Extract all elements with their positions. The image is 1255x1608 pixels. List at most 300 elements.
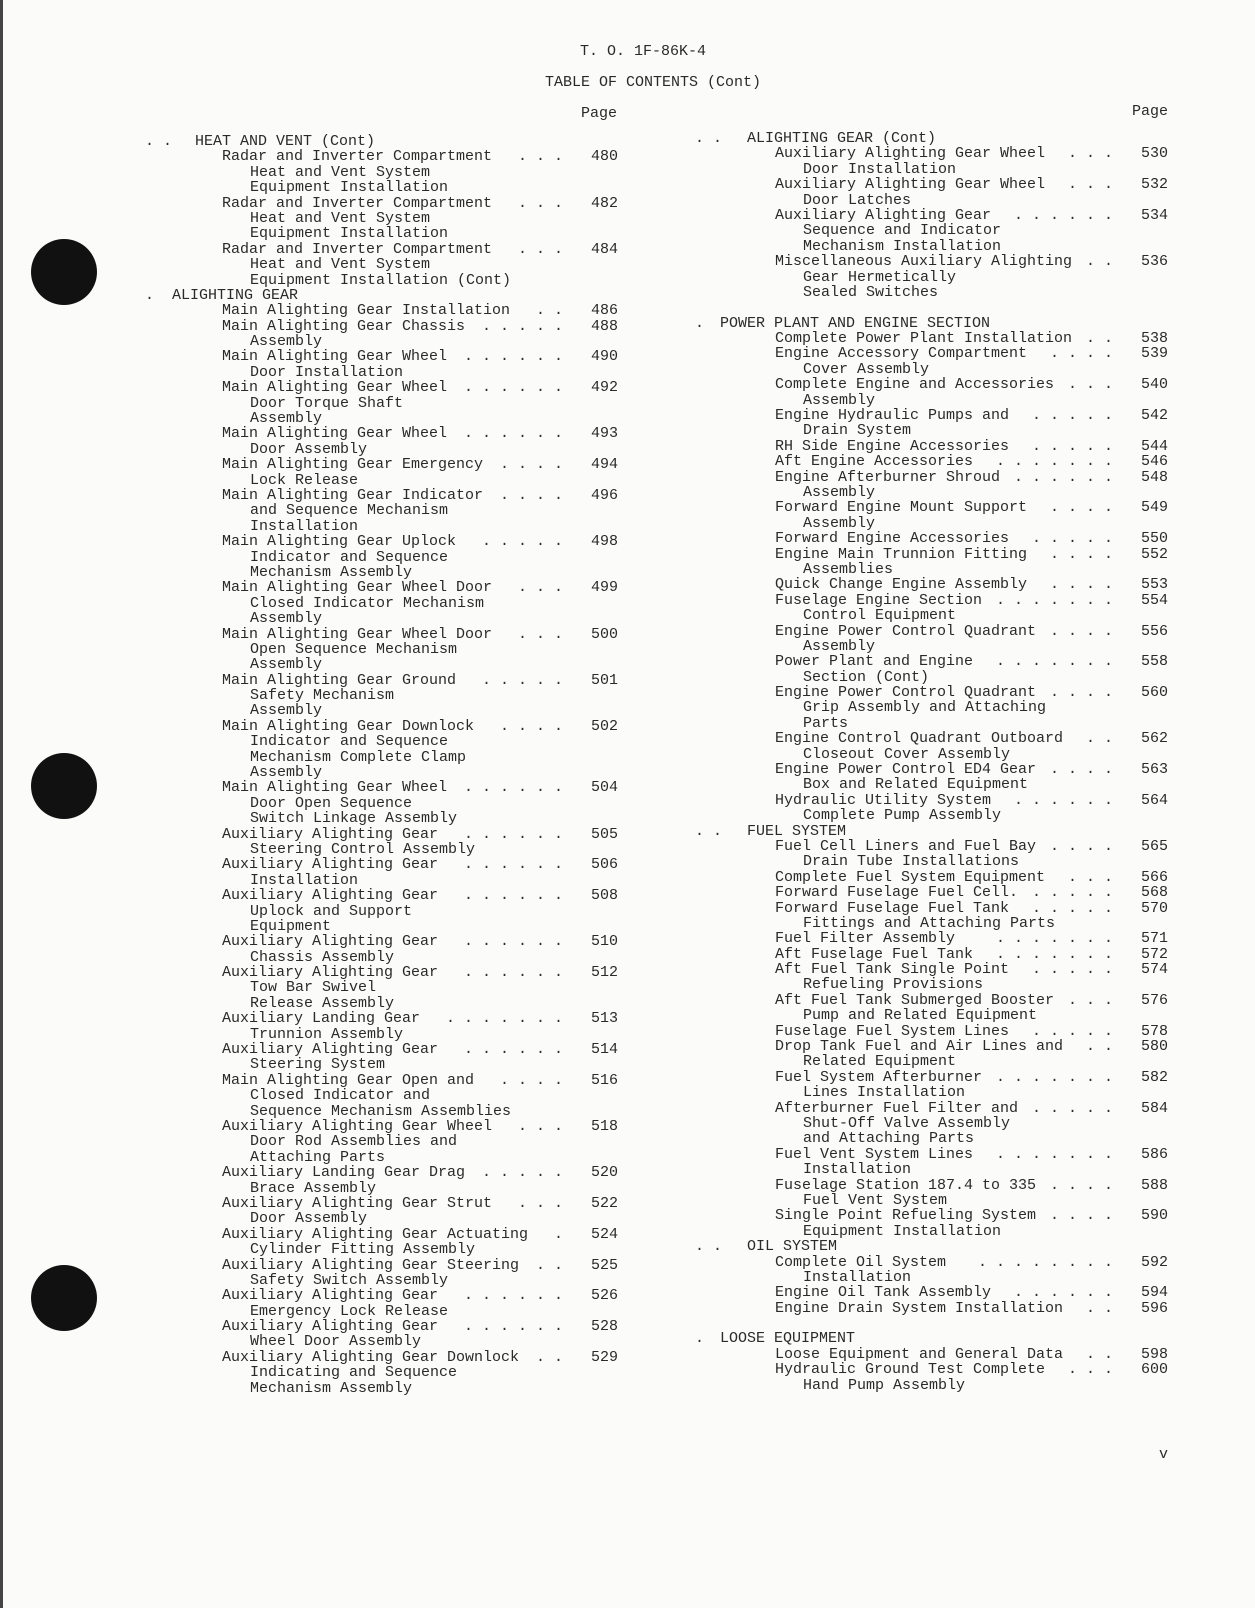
entry-page-number: 484	[590, 240, 618, 258]
entry-title-text: Installation	[803, 1161, 912, 1179]
toc-entry-line	[145, 1181, 618, 1196]
entry-title-text: Engine Power Control Quadrant	[775, 622, 1037, 640]
entry-title-text: Sequence Mechanism Assemblies	[250, 1102, 512, 1120]
toc-entry	[145, 857, 618, 888]
leader-dots: . . .	[517, 194, 563, 212]
entry-page-number: 560	[1140, 684, 1168, 702]
leader-dots: . . .	[1067, 868, 1113, 886]
toc-entry-line	[695, 1255, 1168, 1270]
entry-title-text: and Attaching Parts	[803, 1130, 975, 1148]
toc-entry-line	[145, 211, 618, 226]
leader-dots: . . . .	[1049, 576, 1113, 594]
toc-entry	[145, 1011, 618, 1042]
toc-entry-line	[145, 950, 618, 965]
toc-entry	[695, 439, 1168, 454]
toc-entry	[145, 580, 618, 626]
entry-title-text: Tow Bar Swivel	[250, 979, 377, 997]
leader-dots: . . . . . .	[1013, 1284, 1113, 1302]
toc-entry-line	[695, 1131, 1168, 1146]
entry-title-text: Indicator and Sequence	[250, 733, 449, 751]
leader-dots: . . . .	[499, 486, 563, 504]
leader-dots: . . .	[517, 625, 563, 643]
toc-entry-line	[145, 257, 618, 272]
toc-entry-line	[695, 1285, 1168, 1300]
toc-entry	[145, 426, 618, 457]
entry-title-text: Drain Tube Installations	[803, 853, 1020, 871]
leader-dots: . . . . . . . .	[977, 1253, 1113, 1271]
leader-dots: . . . . . .	[463, 348, 563, 366]
entry-title-text: Auxiliary Alighting Gear	[775, 206, 992, 224]
entry-title-text: Complete Pump Assembly	[803, 807, 1002, 825]
entry-page-number: 501	[590, 671, 618, 689]
entry-page-number: 512	[590, 964, 618, 982]
leader-dots: . . .	[1067, 176, 1113, 194]
toc-entry	[145, 1073, 618, 1119]
toc-entry-line	[145, 1088, 618, 1103]
toc-entry	[695, 547, 1168, 578]
toc-entry-line	[145, 1288, 618, 1303]
entry-title-text: Auxiliary Alighting Gear Wheel	[775, 176, 1046, 194]
toc-entry-line	[145, 519, 618, 534]
section-heading	[695, 1239, 1168, 1254]
toc-entry-line	[145, 1057, 618, 1072]
leader-dots: . . . . . .	[463, 379, 563, 397]
toc-entry-line	[145, 1027, 618, 1042]
toc-entry-line	[145, 1104, 618, 1119]
leader-dots: . . . . .	[481, 671, 563, 689]
section-heading	[695, 316, 1168, 331]
toc-entry	[145, 303, 618, 318]
toc-entry	[695, 885, 1168, 900]
entry-title-text: Refueling Provisions	[803, 976, 984, 994]
toc-entry-line	[145, 904, 618, 919]
entry-page-number: 496	[590, 486, 618, 504]
entry-title-text: Engine Hydraulic Pumps and	[775, 407, 1010, 425]
entry-title-text: Fuselage Engine Section	[775, 591, 983, 609]
entry-page-number: 526	[590, 1287, 618, 1305]
entry-title-text: Assembly	[250, 764, 323, 782]
entry-page-number: 571	[1140, 930, 1168, 948]
entry-title-text: Auxiliary Alighting Gear Wheel	[775, 145, 1046, 163]
toc-entry	[145, 827, 618, 858]
toc-entry	[695, 624, 1168, 655]
entry-title-text: Auxiliary Alighting Gear	[222, 887, 439, 905]
entry-title-text: Miscellaneous Auxiliary Alighting	[775, 253, 1073, 271]
entry-title-text: Auxiliary Alighting Gear Downlock	[222, 1348, 520, 1366]
entry-title-text: Brace Assembly	[250, 1179, 377, 1197]
entry-title-text: Main Alighting Gear Wheel	[222, 379, 448, 397]
entry-title-text: Engine Oil Tank Assembly	[775, 1284, 992, 1302]
entry-title-text: Indicator and Sequence	[250, 548, 449, 566]
entry-title-text: Loose Equipment and General Data	[775, 1345, 1064, 1363]
entry-title-text: Radar and Inverter Compartment	[222, 240, 493, 258]
entry-title-text: Assembly	[250, 702, 323, 720]
entry-title-text: Engine Power Control ED4 Gear	[775, 761, 1037, 779]
entry-page-number: 538	[1140, 330, 1168, 348]
toc-entry-line	[695, 346, 1168, 361]
entry-title-text: Door Open Sequence	[250, 794, 413, 812]
toc-entry-line	[145, 165, 618, 180]
leader-dots: . . . .	[1049, 684, 1113, 702]
toc-entry-line	[145, 1258, 618, 1273]
toc-entry-line	[695, 654, 1168, 669]
toc-entry	[145, 1258, 618, 1289]
toc-entry-line	[145, 703, 618, 718]
entry-page-number: 490	[590, 348, 618, 366]
toc-entry-line	[695, 177, 1168, 192]
entry-title-text: Drop Tank Fuel and Air Lines and	[775, 1038, 1064, 1056]
entry-page-number: 539	[1140, 345, 1168, 363]
leader-dots: . . . . .	[481, 317, 563, 335]
toc-entry-line	[695, 531, 1168, 546]
leader-dots: . . . .	[499, 456, 563, 474]
toc-entry-line	[695, 239, 1168, 254]
entry-title-text: Mechanism Complete Clamp	[250, 748, 467, 766]
entry-title-text: Engine Afterburner Shroud	[775, 468, 1001, 486]
toc-entry-line	[145, 319, 618, 334]
entry-page-number: 558	[1140, 653, 1168, 671]
heading-leader-dots: . .	[695, 822, 723, 840]
entry-title-text: Hydraulic Utility System	[775, 791, 992, 809]
entry-page-number: 588	[1140, 1176, 1168, 1194]
toc-entry	[695, 793, 1168, 824]
entry-title-text: Cover Assembly	[803, 360, 930, 378]
leader-dots: . . . . . .	[463, 1318, 563, 1336]
entry-title-text: Auxiliary Alighting Gear Actuating	[222, 1225, 529, 1243]
leader-dots: . . . . . .	[463, 964, 563, 982]
entry-page-number: 553	[1140, 576, 1168, 594]
entry-title-text: Assembly	[803, 391, 876, 409]
leader-dots: . . . . . . .	[445, 1010, 563, 1028]
toc-entry-line	[695, 700, 1168, 715]
leader-dots: . .	[1085, 730, 1113, 748]
entry-title-text: Mechanism Assembly	[250, 563, 413, 581]
entry-page-number: 502	[590, 717, 618, 735]
entry-title-text: Aft Engine Accessories	[775, 453, 974, 471]
toc-entry	[695, 177, 1168, 208]
entry-page-number: 562	[1140, 730, 1168, 748]
toc-entry-line	[695, 516, 1168, 531]
leader-dots: . . .	[517, 1118, 563, 1135]
toc-entry-line	[145, 965, 618, 980]
toc-entry-line	[145, 673, 618, 688]
leader-dots: . . . . . .	[1013, 468, 1113, 486]
leader-dots: . . . . .	[1031, 961, 1113, 979]
toc-entry-line	[695, 962, 1168, 977]
toc-entry-line	[145, 611, 618, 626]
entry-title-text: Control Equipment	[803, 607, 957, 625]
toc-entry-line	[145, 180, 618, 195]
entry-title-text: Steering System	[250, 1056, 386, 1074]
entry-title-text: Emergency Lock Release	[250, 1302, 449, 1320]
entry-title-text: Fuel Vent System Lines	[775, 1145, 974, 1163]
toc-entry-line	[145, 273, 618, 288]
leader-dots: . . . . . .	[463, 779, 563, 797]
entry-page-number: 505	[590, 825, 618, 843]
toc-entry-line	[145, 596, 618, 611]
toc-entry-line	[145, 842, 618, 857]
toc-entry-line	[145, 473, 618, 488]
toc-entry	[695, 1070, 1168, 1101]
toc-entry-line	[145, 1227, 618, 1242]
toc-entry-line	[145, 1196, 618, 1211]
entry-title-text: Fuel Vent System	[803, 1191, 948, 1209]
leader-dots: . . . . . . .	[995, 653, 1113, 671]
toc-entry-line	[695, 762, 1168, 777]
entry-page-number: 504	[590, 779, 618, 797]
toc-entry-line	[695, 1178, 1168, 1193]
toc-entry-line	[145, 1350, 618, 1365]
toc-right-column	[695, 131, 1168, 1393]
entry-title-text: Heat and Vent System	[250, 163, 431, 181]
toc-entry-line	[695, 1116, 1168, 1131]
toc-entry-line	[145, 1073, 618, 1088]
toc-entry-line	[695, 1054, 1168, 1069]
toc-entry-line	[695, 285, 1168, 300]
toc-entry-line	[695, 1070, 1168, 1085]
entry-title-text: Assembly	[250, 610, 323, 628]
toc-entry	[695, 1255, 1168, 1286]
entry-page-number: 522	[590, 1194, 618, 1212]
entry-title-text: Auxiliary Alighting Gear	[222, 825, 439, 843]
toc-entry-line	[695, 500, 1168, 515]
leader-dots: . . .	[517, 579, 563, 597]
entry-page-number: 500	[590, 625, 618, 643]
toc-entry-line	[145, 1042, 618, 1057]
toc-entry-line	[695, 777, 1168, 792]
entry-page-number: 518	[590, 1118, 618, 1135]
toc-entry-line	[695, 608, 1168, 623]
entry-title-text: Equipment Installation	[250, 225, 449, 243]
toc-entry-line	[145, 657, 618, 672]
entry-page-number: 568	[1140, 884, 1168, 902]
section-heading-text: HEAT AND VENT (Cont)	[195, 133, 376, 150]
toc-entry	[695, 1039, 1168, 1070]
entry-title-text: Engine Power Control Quadrant	[775, 684, 1037, 702]
entry-title-text: and Sequence Mechanism	[250, 502, 449, 520]
entry-title-text: Engine Drain System Installation	[775, 1299, 1064, 1317]
toc-entry-line	[145, 334, 618, 349]
toc-entry	[695, 500, 1168, 531]
entry-page-number: 600	[1140, 1361, 1168, 1379]
toc-entry	[695, 1178, 1168, 1209]
entry-title-text: Section (Cont)	[803, 668, 930, 686]
leader-dots: . . . . . .	[463, 933, 563, 951]
leader-dots: . . . . . .	[463, 825, 563, 843]
entry-title-text: Complete Power Plant Installation	[775, 330, 1073, 348]
toc-entry-line	[145, 550, 618, 565]
toc-entry-line	[695, 947, 1168, 962]
toc-entry	[145, 242, 618, 288]
toc-entry	[145, 934, 618, 965]
toc-entry	[145, 349, 618, 380]
entry-title-text: Auxiliary Alighting Gear	[222, 856, 439, 874]
entry-title-text: Auxiliary Landing Gear	[222, 1010, 421, 1028]
toc-entry-line	[145, 996, 618, 1011]
entry-title-text: Assembly	[803, 483, 876, 501]
toc-entry	[695, 346, 1168, 377]
entry-title-text: Equipment Installation (Cont)	[250, 271, 512, 289]
entry-title-text: Switch Linkage Assembly	[250, 810, 458, 828]
entry-page-number: 482	[590, 194, 618, 212]
leader-dots: . .	[535, 302, 563, 320]
toc-entry-line	[695, 270, 1168, 285]
toc-entry-line	[145, 1011, 618, 1026]
toc-entry-line	[695, 146, 1168, 161]
entry-title-text: Equipment Installation	[250, 179, 449, 197]
entry-title-text: Grip Assembly and Attaching	[803, 699, 1047, 717]
entry-title-text: Equipment Installation	[803, 1222, 1002, 1240]
section-heading	[695, 131, 1168, 146]
toc-entry-line	[145, 811, 618, 826]
entry-title-text: Auxiliary Alighting Gear	[222, 964, 439, 982]
entry-page-number: 493	[590, 425, 618, 443]
toc-entry-line	[145, 396, 618, 411]
entry-page-number: 542	[1140, 407, 1168, 425]
toc-entry	[695, 1301, 1168, 1316]
toc-entry	[145, 888, 618, 934]
entry-title-text: Forward Engine Accessories	[775, 530, 1010, 548]
toc-entry	[695, 331, 1168, 346]
section-heading	[695, 824, 1168, 839]
entry-title-text: Door Rod Assemblies and	[250, 1133, 458, 1151]
entry-title-text: Afterburner Fuel Filter and	[775, 1099, 1019, 1117]
toc-entry-line	[145, 919, 618, 934]
leader-dots: . . . .	[1049, 622, 1113, 640]
toc-entry	[145, 719, 618, 781]
leader-dots: .	[553, 1225, 563, 1243]
toc-entry-line	[695, 1008, 1168, 1023]
entry-title-text: Engine Control Quadrant Outboard	[775, 730, 1064, 748]
entry-title-text: Door Latches	[803, 191, 912, 209]
toc-entry-line	[695, 577, 1168, 592]
leader-dots: . . . . . .	[463, 425, 563, 443]
entry-title-text: Main Alighting Gear Chassis	[222, 317, 466, 335]
toc-entry-line	[695, 485, 1168, 500]
leader-dots: . . . . . . .	[995, 930, 1113, 948]
toc-entry-line	[145, 1211, 618, 1226]
toc-entry-line	[695, 1347, 1168, 1362]
entry-page-number: 594	[1140, 1284, 1168, 1302]
section-heading	[145, 134, 618, 149]
toc-entry	[695, 901, 1168, 932]
entry-title-text: Aft Fuselage Fuel Tank	[775, 945, 974, 963]
entry-page-number: 578	[1140, 1022, 1168, 1040]
toc-entry	[695, 1147, 1168, 1178]
toc-entry-line	[145, 888, 618, 903]
entry-title-text: Trunnion Assembly	[250, 1025, 404, 1043]
toc-entry	[695, 208, 1168, 254]
entry-title-text: RH Side Engine Accessories	[775, 437, 1010, 455]
entry-title-text: Engine Main Trunnion Fitting	[775, 545, 1028, 563]
toc-entry-line	[145, 1334, 618, 1349]
entry-title-text: Release Assembly	[250, 994, 395, 1012]
entry-title-text: Door Installation	[250, 363, 404, 381]
entry-title-text: Assemblies	[803, 560, 894, 578]
leader-dots: . . . .	[1049, 1176, 1113, 1194]
toc-entry-line	[695, 747, 1168, 762]
toc-entry-line	[145, 411, 618, 426]
toc-entry-line	[695, 1301, 1168, 1316]
toc-entry-line	[695, 208, 1168, 223]
entry-title-text: Heat and Vent System	[250, 209, 431, 227]
entry-title-text: Complete Engine and Accessories	[775, 376, 1055, 394]
toc-entry-line	[695, 254, 1168, 269]
toc-entry-line	[145, 457, 618, 472]
toc-entry-line	[695, 470, 1168, 485]
leader-dots: . . . . .	[1031, 1022, 1113, 1040]
entry-title-text: Main Alighting Gear Uplock	[222, 533, 457, 551]
section-heading	[145, 288, 618, 303]
entry-page-number: 514	[590, 1041, 618, 1059]
toc-entry-line	[145, 196, 618, 211]
entry-title-text: Installation	[250, 517, 359, 535]
entry-title-text: Mechanism Installation	[803, 237, 1002, 255]
entry-title-text: Main Alighting Gear Ground	[222, 671, 457, 689]
entry-title-text: Fuel System Afterburner	[775, 1068, 983, 1086]
leader-dots: . .	[1085, 330, 1113, 348]
toc-entry	[145, 1350, 618, 1396]
entry-page-number: 572	[1140, 945, 1168, 963]
toc-entry	[695, 470, 1168, 501]
toc-entry-line	[695, 454, 1168, 469]
toc-entry-line	[695, 1378, 1168, 1393]
leader-dots: . . .	[1067, 1361, 1113, 1379]
toc-entry-line	[145, 1150, 618, 1165]
entry-title-text: Door Installation	[803, 160, 957, 178]
toc-entry	[695, 993, 1168, 1024]
entry-title-text: Pump and Related Equipment	[803, 1007, 1038, 1025]
leader-dots: . . . . .	[1031, 437, 1113, 455]
toc-entry	[695, 577, 1168, 592]
leader-dots: . . . .	[499, 717, 563, 735]
heading-leader-dots: .	[145, 286, 155, 304]
leader-dots: . . . .	[499, 1071, 563, 1089]
entry-title-text: Auxiliary Alighting Gear	[222, 933, 439, 951]
entry-title-text: Gear Hermetically	[803, 268, 957, 286]
leader-dots: . . . .	[1049, 1207, 1113, 1225]
entry-title-text: Open Sequence Mechanism	[250, 640, 458, 658]
toc-entry-line	[695, 562, 1168, 577]
toc-entry-line	[695, 793, 1168, 808]
entry-page-number: 516	[590, 1071, 618, 1089]
entry-title-text: Lines Installation	[803, 1084, 966, 1102]
entry-title-text: Main Alighting Gear Indicator	[222, 486, 484, 504]
toc-entry-line	[145, 565, 618, 580]
entry-title-text: Forward Fuselage Fuel Tank	[775, 899, 1010, 917]
toc-entry-line	[145, 1165, 618, 1180]
toc-entry-line	[145, 1242, 618, 1257]
toc-entry	[145, 488, 618, 534]
entry-page-number: 548	[1140, 468, 1168, 486]
entry-page-number: 556	[1140, 622, 1168, 640]
toc-entry-line	[695, 331, 1168, 346]
leader-dots: . . . . . .	[463, 887, 563, 905]
page-edge	[0, 0, 3, 1608]
page-column-label-right: Page	[1132, 103, 1169, 120]
toc-entry	[145, 1042, 618, 1073]
toc-entry-line	[695, 1193, 1168, 1208]
leader-dots: . .	[535, 1256, 563, 1274]
toc-entry	[695, 870, 1168, 885]
toc-entry-line	[695, 1362, 1168, 1377]
section-heading-text: ALIGHTING GEAR	[172, 286, 299, 304]
leader-dots: . . . . .	[481, 533, 563, 551]
entry-title-text: Hand Pump Assembly	[803, 1376, 966, 1394]
toc-entry	[695, 146, 1168, 177]
entry-title-text: Door Assembly	[250, 440, 368, 458]
punch-hole	[31, 753, 97, 819]
